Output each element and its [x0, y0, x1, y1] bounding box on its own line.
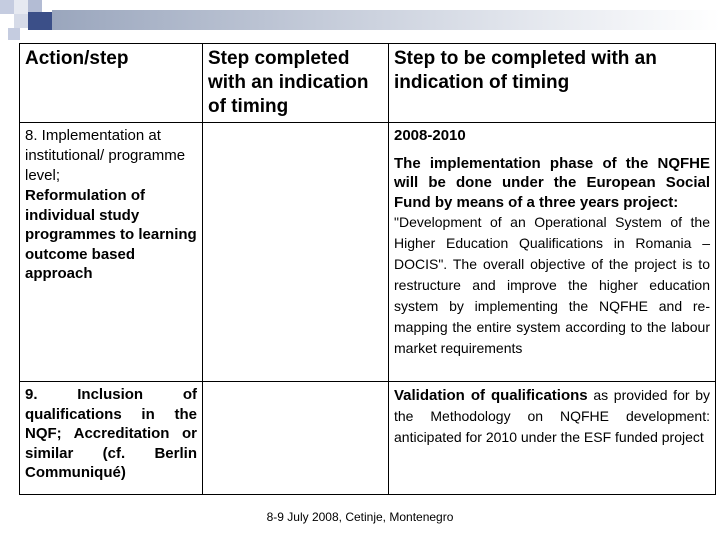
row1-completed-cell [203, 123, 389, 382]
header-cell-completed [203, 44, 389, 123]
qualifications-table [19, 43, 716, 495]
row1-action-cell [20, 123, 203, 382]
row2-plain-text: as provided for by the Methodology on NQFHE development: anticipated for 2010 under the ESF funded project [394, 387, 710, 445]
row1-plain-text: "Development of an Operational System of the Higher Education Qualifications in Romania – DOCIS". The overall objective of the project is to restructure and improve the higher education system by implementing the NQFHE and re-mapping the entire system according to the labour market requirements [394, 214, 710, 356]
decor-square [0, 0, 14, 14]
row1-bold-text: The implementation phase of the NQFHE will be done under the European Social Fund by means of a three years project: [394, 154, 710, 211]
header-step-completed: Step completed with an indication of timing [208, 48, 369, 117]
row2-action-cell [20, 382, 203, 495]
decor-square [14, 0, 28, 14]
row1-label-bold: Reformulation of individual study programmes to learning outcome based approach [25, 187, 197, 282]
decor-square [8, 28, 20, 40]
decor-square [28, 12, 52, 30]
row2-bold-lead: Validation of qualifications [394, 387, 588, 404]
table-header-row [20, 44, 716, 123]
header-action-step: Action/step [25, 48, 129, 69]
header-step-to-complete: Step to be completed with an indication of timing [394, 48, 657, 93]
row2-completed-cell [203, 382, 389, 495]
row2-to-complete-cell [389, 382, 716, 495]
footer-text: 8-9 July 2008, Cetinje, Montenegro [266, 510, 454, 524]
table-row [20, 123, 716, 382]
row1-to-complete-cell [389, 123, 716, 382]
header-gradient-bar [52, 10, 720, 30]
decor-square [14, 14, 28, 28]
row2-label: 9. Inclusion of qualifications in the NQF; Accreditation or similar (cf. Berlin Communiqué) [25, 386, 197, 481]
row2-text [394, 385, 710, 448]
header-cell-to-complete [389, 44, 716, 123]
decor-square [0, 14, 14, 28]
row1-timing: 2008-2010 [394, 127, 466, 144]
table-row [20, 382, 716, 495]
row1-label-plain: 8. Implementation at institutional/ programme level; [25, 127, 186, 184]
header-cell-action [20, 44, 203, 123]
